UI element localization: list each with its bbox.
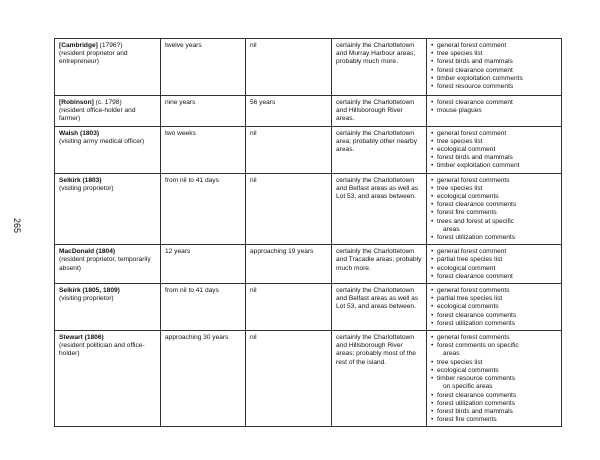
author-role: (visiting army medical officer) (59, 137, 145, 145)
author-cell (55, 96, 161, 127)
topics-list (431, 99, 557, 115)
time-cell: from nil to 41 days (161, 284, 246, 331)
time-cell: twelve years (161, 39, 246, 96)
topic-item: • general forest comments (431, 287, 557, 295)
topic-item: on specific areas (443, 383, 493, 391)
topic-item: • general forest comment (431, 130, 557, 138)
topic-item: • forest clearance comments (431, 201, 557, 209)
sources-table (54, 38, 562, 427)
author-role: (resident politician and office-holder) (59, 342, 145, 358)
author-name-bold: [Robinson] (59, 99, 94, 106)
topic-item: • timber exploitation comment (431, 162, 557, 170)
topic-item: • mouse plagues (431, 107, 557, 115)
page-number: 265 (12, 218, 22, 234)
topic-item: • forest fire comments (431, 209, 557, 217)
second-duration-cell: 56 years (246, 96, 332, 127)
time-cell: nine years (161, 96, 246, 127)
author-cell (55, 126, 161, 173)
author-cell (55, 173, 161, 245)
time-cell: from nil to 41 days (161, 173, 246, 245)
topic-item: • tree species list (431, 359, 557, 367)
table-row (55, 245, 562, 284)
topic-item: • ecological comments (431, 303, 557, 311)
table-row (55, 39, 562, 96)
topics-cell (427, 126, 562, 173)
topics-cell (427, 284, 562, 331)
area-cell: certainly the Charlottetown and Murray Harbour areas; probably much more. (332, 39, 427, 96)
author-name (59, 42, 156, 50)
topic-item: • tree species list (431, 50, 557, 58)
author-role: (resident proprietor, temporarily absent) (59, 256, 151, 272)
area-cell: certainly the Charlottetown and Tracadie areas; probably much more. (332, 245, 427, 284)
topic-item: • forest clearance comment (431, 67, 557, 75)
author-cell (55, 331, 161, 427)
topic-item: • forest birds and mammals (431, 408, 557, 416)
topics-cell (427, 331, 562, 427)
topic-item: • forest clearance comment (431, 273, 557, 281)
topic-item: • forest birds and mammals (431, 154, 557, 162)
topic-item: • forest clearance comments (431, 312, 557, 320)
topic-item: • forest birds and mammals (431, 58, 557, 66)
author-name-bold: Stewart (1806) (59, 334, 104, 342)
author-name-bold: [Cambridge] (59, 42, 98, 49)
topic-item: • tree species list (431, 185, 557, 193)
time-cell: approaching 30 years (161, 331, 246, 427)
area-cell: certainly the Charlottetown and Hillsborough River areas. (332, 96, 427, 127)
topic-item: • general forest comments (431, 334, 557, 342)
area-cell: certainly the Charlottetown area; probably other nearby areas. (332, 126, 427, 173)
topic-item: • general forest comments (431, 177, 557, 185)
topic-item: • ecological comment (431, 265, 557, 273)
author-name (59, 177, 156, 185)
topic-item: • forest utilization comments (431, 234, 557, 242)
author-name-bold: MacDonald (1804) (59, 248, 116, 256)
topics-list (431, 130, 557, 171)
topic-item: • ecological comment (431, 146, 557, 154)
author-cell (55, 284, 161, 331)
author-role: (visiting proprietor) (59, 295, 114, 303)
second-duration-cell: nil (246, 173, 332, 245)
author-date: (1796?) (97, 42, 123, 49)
area-cell: certainly the Charlottetown and Hillsborough River areas; probably most of the rest of the island. (332, 331, 427, 427)
table-row (55, 331, 562, 427)
topic-item: • general forest comment (431, 248, 557, 256)
time-cell: 12 years (161, 245, 246, 284)
topic-item: • forest clearance comment (431, 99, 557, 107)
topics-list (431, 248, 557, 281)
topic-item: areas (443, 225, 460, 233)
topic-item: • partial tree species list (431, 295, 557, 303)
author-date: (c. 1798) (93, 99, 122, 106)
author-name-bold: Selkirk (1803) (59, 176, 102, 184)
author-name (59, 130, 156, 138)
area-cell: certainly the Charlottetown and Belfast areas as well as Lot 53, and areas between. (332, 284, 427, 331)
second-duration-cell: nil (246, 284, 332, 331)
second-duration-cell: approaching 19 years (246, 245, 332, 284)
topics-list (431, 334, 557, 424)
topics-cell (427, 39, 562, 96)
table-row (55, 173, 562, 245)
author-cell (55, 39, 161, 96)
topic-item: • forest comments on specific (431, 342, 557, 350)
topics-list (431, 42, 557, 91)
topics-list (431, 287, 557, 328)
topic-item: • ecological comments (431, 193, 557, 201)
second-duration-cell: nil (246, 331, 332, 427)
author-name-bold: Walsh (1803) (59, 129, 100, 137)
second-duration-cell: nil (246, 126, 332, 173)
topic-item: • partial tree species list (431, 256, 557, 264)
topics-list (431, 177, 557, 243)
author-role: (resident proprietor and entrepreneur) (59, 50, 128, 66)
author-name (59, 334, 156, 342)
topic-item: • forest utilization comments (431, 320, 557, 328)
time-cell: two weeks (161, 126, 246, 173)
area-cell: certainly the Charlottetown and Belfast areas as well as Lot 53, and areas between. (332, 173, 427, 245)
topics-cell (427, 173, 562, 245)
author-role: (resident office-holder and farmer) (59, 107, 136, 123)
table-row (55, 126, 562, 173)
author-name (59, 99, 156, 107)
table-row (55, 96, 562, 127)
topic-item: • timber resource comments (431, 375, 557, 383)
second-duration-cell: nil (246, 39, 332, 96)
topic-item: • forest utilization comments (431, 400, 557, 408)
topic-item: • forest resource comments (431, 83, 557, 91)
topic-item: • timber exploitation comments (431, 75, 557, 83)
author-name (59, 287, 156, 295)
author-role: (visiting proprietor) (59, 184, 114, 192)
author-name (59, 248, 156, 256)
topics-cell (427, 96, 562, 127)
topics-cell (427, 245, 562, 284)
topic-item: • tree species list (431, 138, 557, 146)
author-cell (55, 245, 161, 284)
table-body (55, 39, 562, 427)
topic-item: • forest clearance comments (431, 392, 557, 400)
author-name-bold: Selkirk (1805, 1809) (59, 287, 120, 295)
table-row (55, 284, 562, 331)
topic-item: • ecological comments (431, 367, 557, 375)
topic-item: areas (443, 350, 460, 358)
topic-item: • forest fire comments (431, 416, 557, 424)
topic-item: • trees and forest at specific (431, 218, 557, 226)
topic-item: • general forest comment (431, 42, 557, 50)
